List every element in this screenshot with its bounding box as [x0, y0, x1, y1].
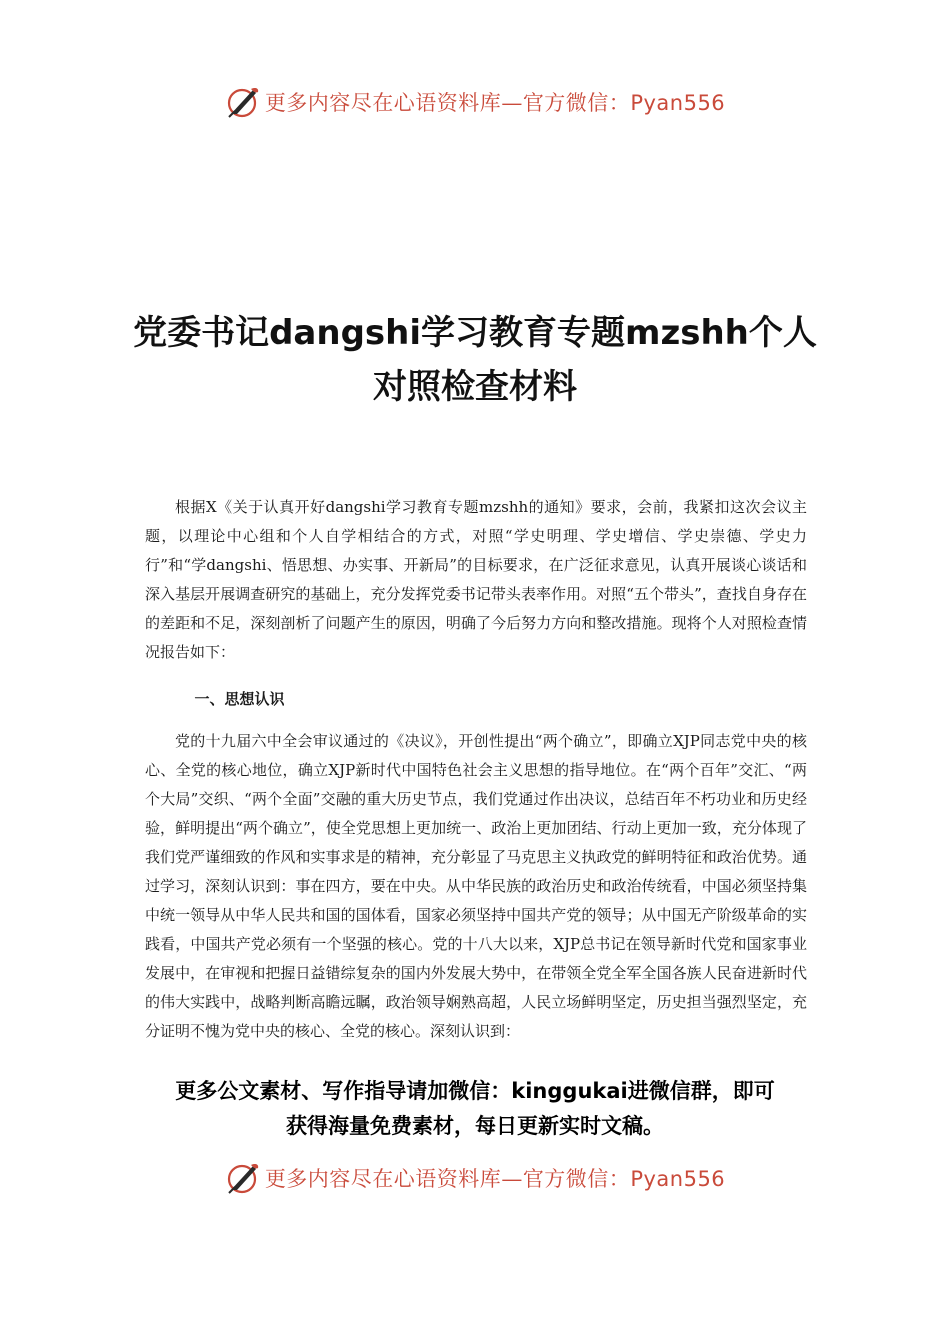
banner-wechat-id: Pyan556 [630, 91, 726, 115]
banner-main-text: 更多内容尽在心语资料库 [264, 91, 502, 115]
title-line-1: 党委书记dangshi学习教育专题mzshh个人 [133, 313, 817, 353]
footer-banner [0, 1158, 950, 1198]
banner-dash: — [501, 1167, 523, 1191]
intro-paragraph: 根据X《关于认真开好dangshi学习教育专题mzshh的通知》要求，会前，我紧扣这次会议主题，以理论中心组和个人自学相结合的方式，对照“学史明理、学史增信、学史崇德、学史力行”和“学dangshi、悟思想、办实事、开新局”的目标要求，在广泛征求意见，认真开展谈心谈话和深入基层开展调查研究的基础上，充分发挥党委书记带头表率作用。对照“五个带头”，查找自身存在的差距和不足，深刻剖析了问题产生的原因，明确了今后努力方向和整改措施。现将个人对照检查情况报告如下： [145, 498, 807, 661]
banner-dash: — [501, 91, 523, 115]
banner-official-text: 官方微信： [522, 1167, 631, 1191]
quill-logo-icon [225, 1160, 261, 1196]
body-paragraph: 党的十九届六中全会审议通过的《决议》，开创性提出“两个确立”，即确立XJP同志党中央的核心、全党的核心地位，确立XJP新时代中国特色社会主义思想的指导地位。在“两个百年”交汇、“两个大局”交织、“两个全面”交融的重大历史节点，我们党通过作出决议，总结百年不朽功业和历史经验，鲜明提出“两个确立”，使全党思想上更加统一、政治上更加团结、行动上更加一致，充分体现了我们党严谨细致的作风和实事求是的精神，充分彰显了马克思主义执政党的鲜明特征和政治优势。通过学习，深刻认识到：事在四方，要在中央。从中华民族的政治历史和政治传统看，中国必须坚持集中统一领导从中华人民共和国的国体看，国家必须坚持中国共产党的领导；从中国无产阶级革命的实践看，中国共产党必须有一个坚强的核心。党的十八大以来，XJP总书记在领导新时代党和国家事业发展中，在审视和把握日益错综复杂的国内外发展大势中，在带领全党全军全国各族人民奋进新时代的伟大实践中，战略判断高瞻远瞩，政治领导娴熟高超，人民立场鲜明坚定，历史担当强烈坚定，充分证明不愧为党中央的核心、全党的核心。深刻认识到： [145, 732, 807, 1040]
promo-notice [100, 1074, 850, 1144]
banner-main-text: 更多内容尽在心语资料库 [264, 1167, 502, 1191]
quill-logo-icon [225, 84, 261, 120]
promo-line-1: 更多公文素材、写作指导请加微信：kinggukai进微信群，即可 [175, 1079, 775, 1103]
title-line-2: 对照检查材料 [373, 367, 577, 407]
banner-official-text: 官方微信： [522, 91, 631, 115]
banner-text [265, 1163, 725, 1193]
banner-wechat-id: Pyan556 [630, 1167, 726, 1191]
banner-text [265, 87, 725, 117]
promo-line-2: 获得海量免费素材，每日更新实时文稿。 [286, 1114, 664, 1138]
header-banner [0, 82, 950, 122]
document-title [120, 306, 830, 414]
section-heading: 一、思想认识 [194, 690, 285, 708]
document-body [145, 493, 807, 1046]
